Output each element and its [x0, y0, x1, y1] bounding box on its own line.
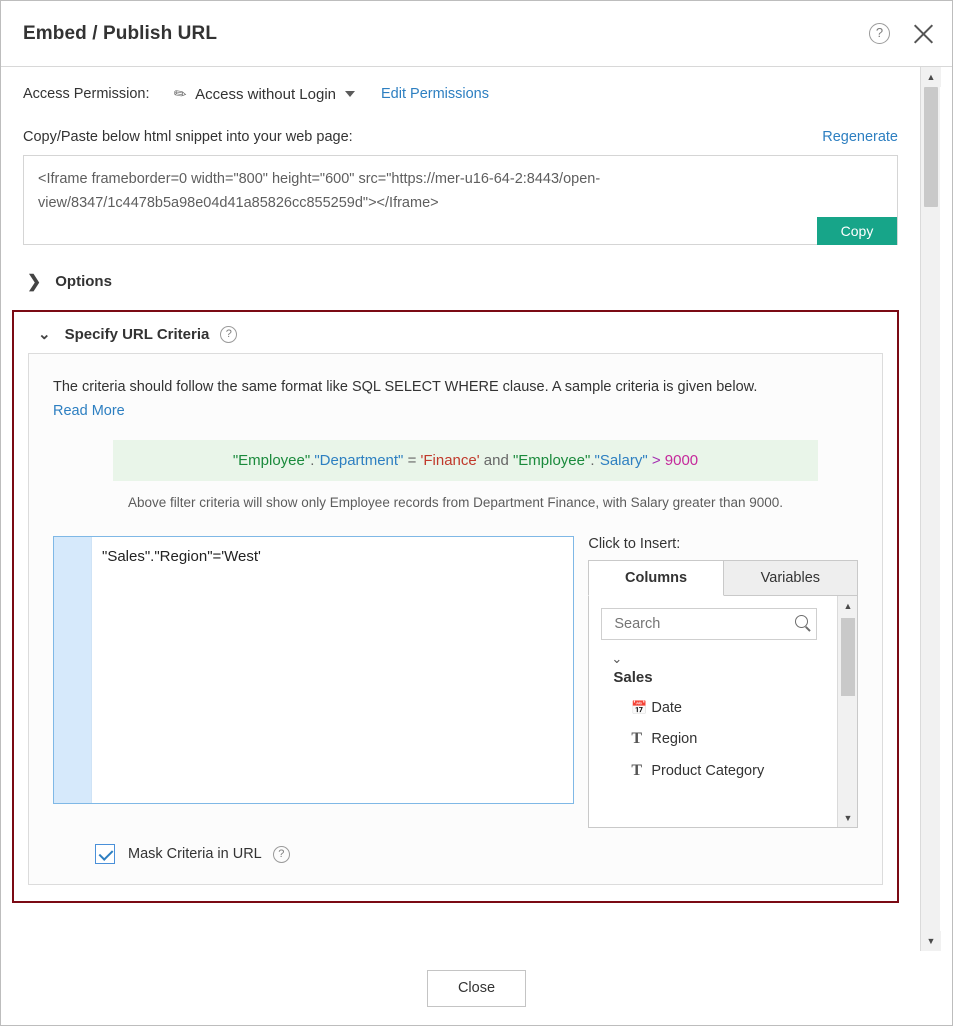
- text-column-icon: T: [631, 762, 643, 779]
- sample-column-2: "Salary": [594, 452, 648, 469]
- sample-column-1: "Department": [314, 452, 404, 469]
- text-column-icon: T: [631, 730, 643, 747]
- snippet-caption: Copy/Paste below html snippet into your web page:: [23, 129, 353, 145]
- mask-criteria-label: Mask Criteria in URL: [128, 846, 262, 862]
- scroll-up-icon[interactable]: ▲: [921, 67, 941, 87]
- access-permission-value[interactable]: Access without Login: [195, 85, 337, 103]
- access-permission-row: [1, 67, 920, 103]
- tab-columns[interactable]: Columns: [588, 560, 723, 596]
- sample-table-2: "Employee": [512, 452, 591, 469]
- sample-criteria: [113, 440, 818, 481]
- criteria-title: Specify URL Criteria: [64, 326, 210, 343]
- sample-table-1: "Employee": [232, 452, 311, 469]
- criteria-description: [53, 376, 858, 422]
- sample-value-2: 9000: [664, 452, 699, 469]
- criteria-input-wrap[interactable]: [53, 536, 574, 804]
- snippet-header: [1, 103, 920, 145]
- dialog-footer: [1, 951, 952, 1025]
- sample-dot-1: .: [310, 452, 315, 469]
- list-item[interactable]: [631, 762, 845, 780]
- calendar-icon: 📅: [631, 700, 648, 715]
- read-more-link[interactable]: Read More: [53, 403, 125, 419]
- dialog-body: [1, 67, 952, 951]
- snippet-box[interactable]: [23, 155, 898, 245]
- sample-and: and: [483, 452, 509, 469]
- help-icon[interactable]: ?: [869, 23, 890, 44]
- click-to-insert-panel: [588, 536, 858, 828]
- permission-pen-icon: ✎: [170, 83, 191, 105]
- access-permission-label: Access Permission:: [23, 86, 150, 102]
- page-title: Embed / Publish URL: [23, 22, 218, 44]
- criteria-input[interactable]: [92, 537, 573, 803]
- tab-variables[interactable]: Variables: [724, 560, 858, 596]
- copy-button[interactable]: Copy: [817, 217, 897, 245]
- dialog-scrollbar[interactable]: [920, 67, 940, 951]
- specify-url-criteria-panel: [12, 310, 899, 903]
- column-label-product-category: Product Category: [651, 763, 765, 779]
- help-icon[interactable]: ?: [220, 326, 237, 343]
- mask-criteria-row: [95, 844, 858, 864]
- scroll-thumb[interactable]: [841, 618, 855, 696]
- mask-criteria-checkbox[interactable]: [95, 844, 115, 864]
- scroll-up-icon[interactable]: ▲: [843, 601, 853, 611]
- criteria-editor-area: [53, 536, 858, 828]
- scroll-down-icon[interactable]: ▼: [921, 931, 941, 951]
- tree-root-sales[interactable]: Sales: [613, 669, 653, 686]
- list-item[interactable]: [631, 700, 845, 716]
- columns-scrollbar[interactable]: [837, 596, 857, 828]
- sample-operator-eq: =: [407, 452, 417, 469]
- sample-operator-gt: >: [651, 452, 661, 469]
- sample-dot-2: .: [590, 452, 595, 469]
- search-wrap[interactable]: [601, 608, 817, 640]
- list-item[interactable]: [631, 730, 845, 748]
- columns-tab-panel: [588, 596, 858, 828]
- titlebar-actions: [869, 21, 936, 47]
- click-to-insert-label: Click to Insert:: [588, 536, 681, 552]
- edit-permissions-link[interactable]: Edit Permissions: [381, 86, 489, 102]
- tree-collapse-icon[interactable]: ⌄: [611, 651, 623, 666]
- criteria-content: [28, 353, 883, 885]
- help-icon[interactable]: ?: [273, 846, 290, 863]
- criteria-section-header[interactable]: [28, 324, 883, 353]
- search-icon[interactable]: [795, 615, 808, 628]
- dialog-titlebar: [1, 1, 952, 67]
- column-label-date: Date: [651, 700, 682, 716]
- options-label: Options: [55, 273, 112, 290]
- close-icon[interactable]: [910, 21, 936, 47]
- criteria-description-text: The criteria should follow the same format like SQL SELECT WHERE clause. A sample criteria is given below.: [53, 379, 758, 395]
- sample-value-1: 'Finance': [420, 452, 480, 469]
- sample-note: Above filter criteria will show only Employee records from Department Finance, with Salary greater than 9000.: [127, 495, 784, 510]
- close-button[interactable]: Close: [427, 970, 526, 1007]
- chevron-down-icon[interactable]: [345, 91, 355, 97]
- editor-gutter: [54, 537, 92, 803]
- chevron-down-icon[interactable]: ⌄: [38, 326, 51, 343]
- chevron-right-icon[interactable]: ❯: [27, 272, 42, 291]
- scroll-content: [1, 67, 920, 951]
- regenerate-link[interactable]: Regenerate: [822, 129, 898, 145]
- scroll-down-icon[interactable]: ▼: [843, 813, 853, 823]
- column-label-region: Region: [651, 731, 698, 747]
- search-input[interactable]: [612, 615, 788, 633]
- snippet-code: <Iframe frameborder=0 width="800" height="600" src="https://mer-u16-64-2:8443/open-view/8347/1c4478b5a98e04d41a85826cc855259d"></Iframe>: [38, 171, 601, 211]
- scroll-thumb[interactable]: [924, 87, 938, 207]
- options-section-header[interactable]: [1, 245, 920, 290]
- insert-tabs: [588, 560, 858, 596]
